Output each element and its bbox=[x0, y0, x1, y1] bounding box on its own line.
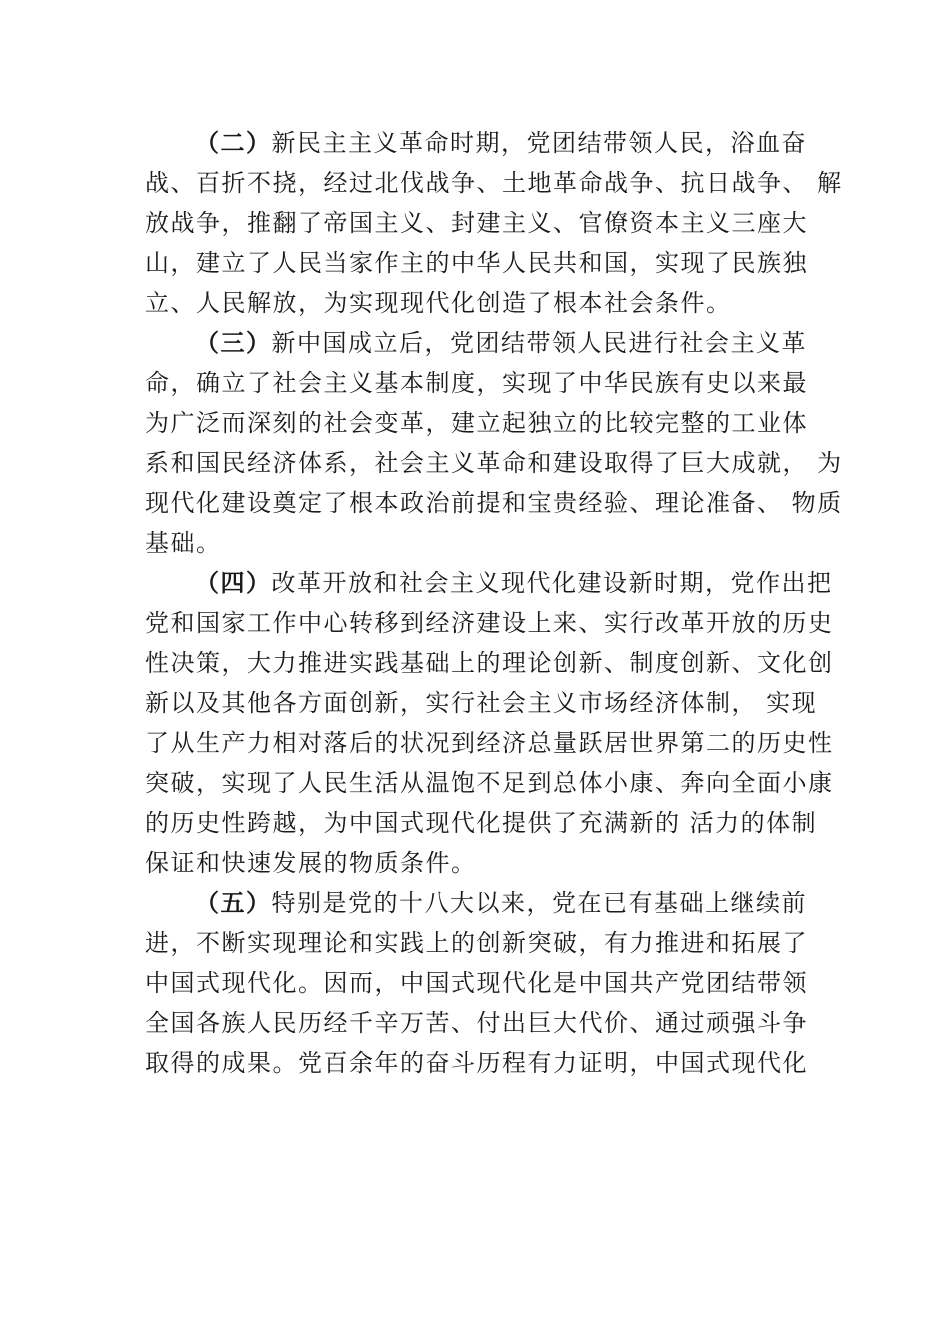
paragraph-line: 保证和快速发展的物质条件。 bbox=[145, 849, 477, 877]
paragraph-5 bbox=[145, 883, 835, 1083]
document-body bbox=[145, 123, 843, 1083]
paragraph-line: 现代化建设奠定了根本政治前提和宝贵经验、理论准备、 物质 bbox=[145, 489, 843, 517]
paragraph-line: 战、百折不挠，经过北伐战争、土地革命战争、抗日战争、 解 bbox=[145, 169, 843, 197]
paragraph-4 bbox=[145, 563, 835, 883]
paragraph-line: 取得的成果。党百余年的奋斗历程有力证明，中国式现代化 bbox=[145, 1049, 808, 1077]
paragraph-line bbox=[145, 123, 835, 163]
paragraph-line: 的历史性跨越，为中国式现代化提供了充满新的 活力的体制 bbox=[145, 809, 818, 837]
line-text: 改革开放和社会主义现代化建设新时期，党作出把 bbox=[271, 569, 833, 597]
section-marker: （四） bbox=[195, 568, 272, 597]
section-marker: （三） bbox=[195, 328, 272, 357]
paragraph-2 bbox=[145, 123, 843, 323]
paragraph-line: 立、人民解放，为实现现代化创造了根本社会条件。 bbox=[145, 289, 732, 317]
paragraph-line: 了从生产力相对落后的状况到经济总量跃居世界第二的历史性 bbox=[145, 729, 834, 757]
paragraph-3 bbox=[145, 323, 843, 563]
paragraph-line bbox=[145, 883, 835, 923]
section-marker: （五） bbox=[195, 888, 272, 917]
paragraph-line: 中国式现代化。因而，中国式现代化是中国共产党团结带领 bbox=[145, 969, 808, 997]
paragraph-line bbox=[145, 323, 835, 363]
paragraph-line: 基础。 bbox=[145, 529, 222, 557]
paragraph-line: 放战争，推翻了帝国主义、封建主义、官僚资本主义三座大 bbox=[145, 209, 808, 237]
paragraph-line: 命，确立了社会主义基本制度，实现了中华民族有史以来最 bbox=[145, 369, 808, 397]
paragraph-line: 系和国民经济体系，社会主义革命和建设取得了巨大成就， 为 bbox=[145, 449, 843, 477]
line-text: 新中国成立后，党团结带领人民进行社会主义革 bbox=[271, 329, 807, 357]
line-text: 新民主主义革命时期，党团结带领人民，浴血奋 bbox=[271, 129, 807, 157]
paragraph-line: 党和国家工作中心转移到经济建设上来、实行改革开放的历史 bbox=[145, 609, 834, 637]
paragraph-line: 新以及其他各方面创新，实行社会主义市场经济体制， 实现 bbox=[145, 689, 818, 717]
paragraph-line: 突破，实现了人民生活从温饱不足到总体小康、奔向全面小康 bbox=[145, 769, 834, 797]
paragraph-line bbox=[145, 563, 835, 603]
section-marker: （二） bbox=[195, 128, 272, 157]
paragraph-line: 性决策，大力推进实践基础上的理论创新、制度创新、文化创 bbox=[145, 649, 834, 677]
paragraph-line: 山，建立了人民当家作主的中华人民共和国，实现了民族独 bbox=[145, 249, 808, 277]
paragraph-line: 进，不断实现理论和实践上的创新突破，有力推进和拓展了 bbox=[145, 929, 808, 957]
paragraph-line: 全国各族人民历经千辛万苦、付出巨大代价、通过顽强斗争 bbox=[145, 1009, 808, 1037]
paragraph-line: 为广泛而深刻的社会变革，建立起独立的比较完整的工业体 bbox=[145, 409, 808, 437]
line-text: 特别是党的十八大以来，党在已有基础上继续前 bbox=[271, 889, 807, 917]
